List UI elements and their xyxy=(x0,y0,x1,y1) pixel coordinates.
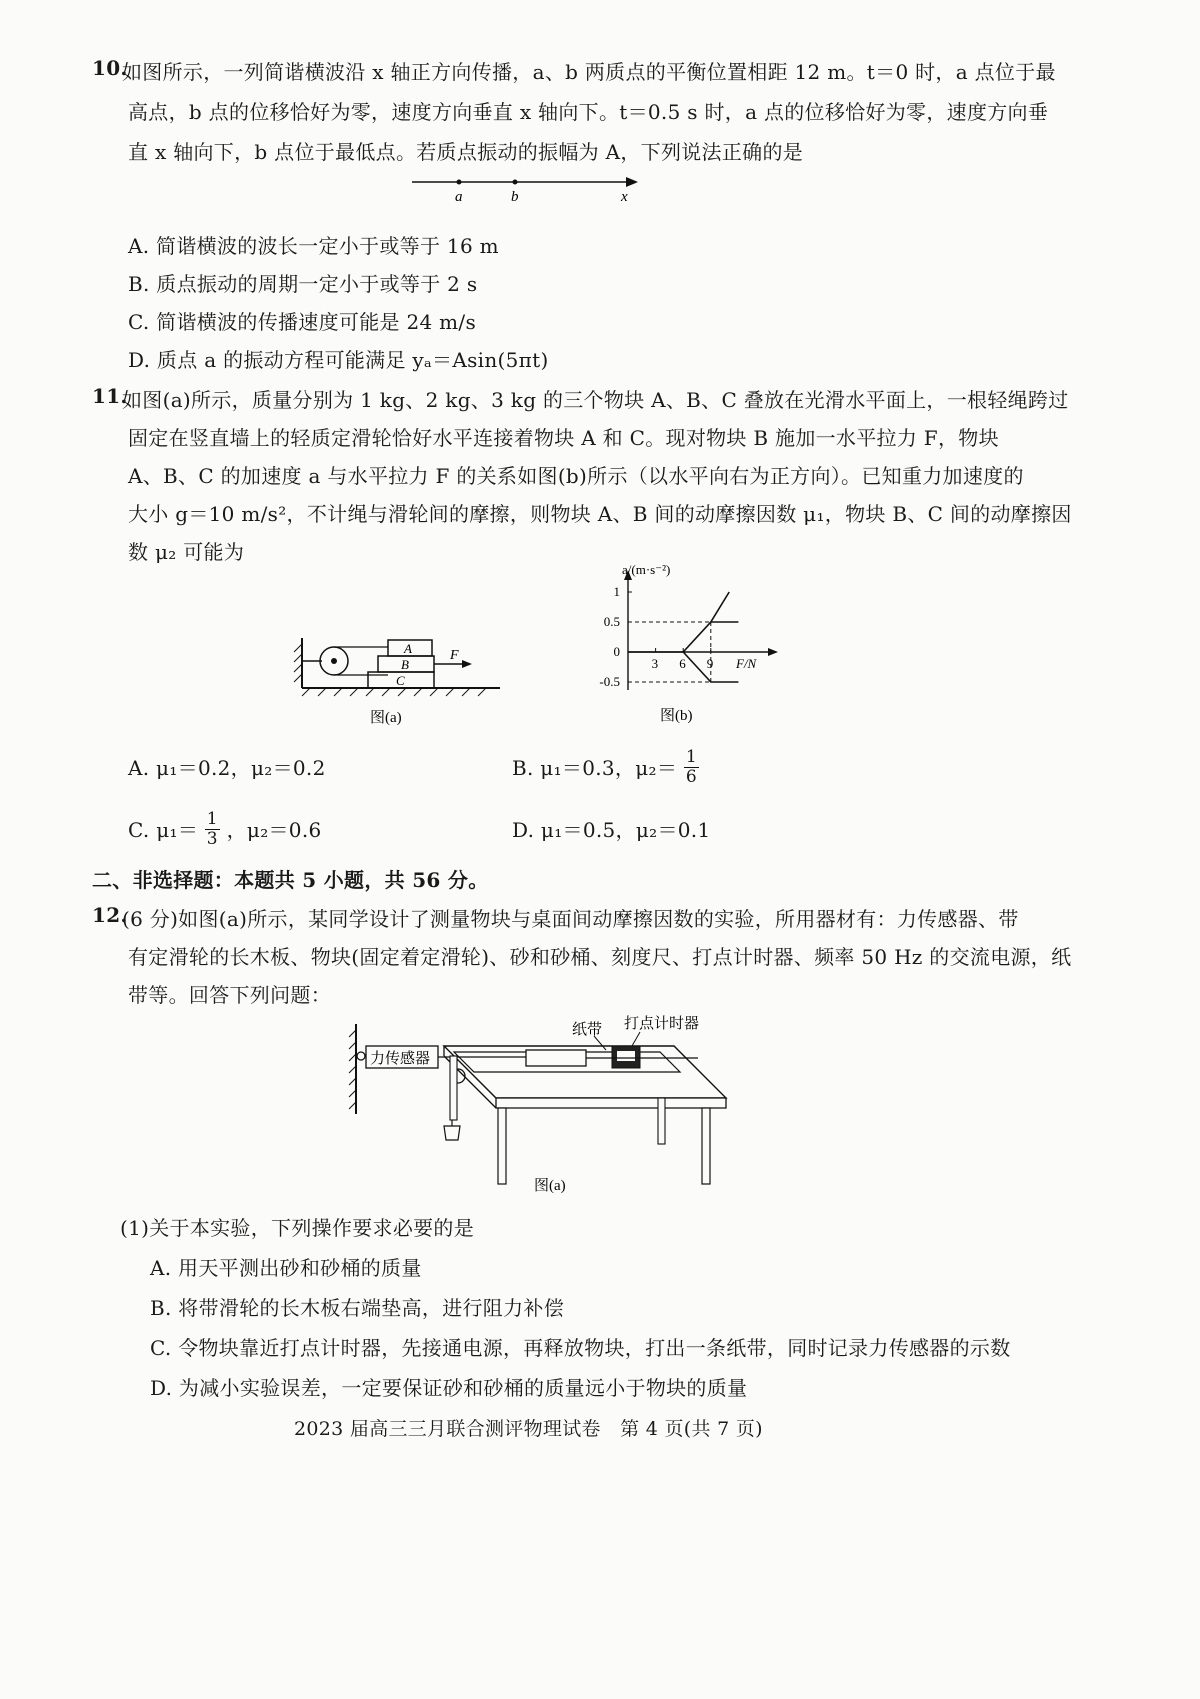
x-tick-label: 9 xyxy=(706,656,714,671)
table-leg-front-right xyxy=(702,1108,710,1184)
question-10-text-line3: 直 x 轴向下，b 点位于最低点。若质点振动的振幅为 A，下列说法正确的是 xyxy=(128,140,804,164)
tape-label: 纸带 xyxy=(572,1022,603,1038)
q11-option-d: D. μ₁＝0.5，μ₂＝0.1 xyxy=(512,818,711,842)
question-11-text-line1: 如图(a)所示，质量分别为 1 kg、2 kg、3 kg 的三个物块 A、B、C 叠放在光滑水平面上，一根轻绳跨过 xyxy=(122,388,1069,412)
point-a-marker xyxy=(457,180,462,185)
wave-axis-figure xyxy=(400,168,650,208)
q10-option-a: A. 简谐横波的波长一定小于或等于 16 m xyxy=(128,234,499,258)
timer-label: 打点计时器 xyxy=(624,1016,700,1032)
x-tick-label: 3 xyxy=(651,656,659,671)
block-b-label: B xyxy=(401,657,409,672)
section-2-heading: 二、非选择题：本题共 5 小题，共 56 分。 xyxy=(92,868,489,892)
y-tick-label: 1 xyxy=(613,584,620,599)
q11-option-b-denominator: 6 xyxy=(685,767,697,787)
question-10-number: 10. xyxy=(92,56,128,80)
q12-sub1-prompt: (1)关于本实验，下列操作要求必要的是 xyxy=(120,1216,475,1240)
y-tick-label: 0.5 xyxy=(603,614,620,629)
question-12-text-line1: (6 分)如图(a)所示，某同学设计了测量物块与桌面间动摩擦因数的实验，所用器材有：力传感器、带 xyxy=(122,907,1019,931)
q11-option-b-numerator: 1 xyxy=(685,747,697,767)
q12-option-c: C. 令物块靠近打点计时器，先接通电源，再释放物块，打出一条纸带，同时记录力传感器的示数 xyxy=(150,1336,1011,1360)
question-12-text-line2: 有定滑轮的长木板、物块(固定着定滑轮)、砂和砂桶、刻度尺、打点计时器、频率 50 Hz 的交流电源，纸 xyxy=(128,945,1072,969)
chart-caption: 图(b) xyxy=(660,708,693,724)
y-axis-label: a/(m·s⁻²) xyxy=(622,562,671,577)
question-11-text-line4: 大小 g＝10 m/s²，不计绳与滑轮间的摩擦，则物块 A、B 间的动摩擦因数 μ₁，物块 B、C 间的动摩擦因 xyxy=(128,502,1072,526)
slider-block xyxy=(526,1050,586,1066)
question-11-number: 11. xyxy=(92,384,128,408)
q10-option-d: D. 质点 a 的振动方程可能满足 yₐ＝Asin(5πt) xyxy=(128,348,549,372)
sand-bucket xyxy=(444,1126,460,1140)
table-leg-back-right xyxy=(658,1098,665,1144)
force-sensor-label: 力传感器 xyxy=(370,1051,431,1067)
y-tick-label: -0.5 xyxy=(599,674,620,689)
question-12-text-line3: 带等。回答下列问题： xyxy=(128,983,331,1007)
stacked-blocks-figure xyxy=(290,630,520,740)
acceleration-force-chart xyxy=(592,560,782,730)
q10-option-b: B. 质点振动的周期一定小于或等于 2 s xyxy=(128,272,478,296)
q11-option-c xyxy=(128,809,322,849)
force-label: F xyxy=(450,648,459,663)
q11-option-c-denominator: 3 xyxy=(206,829,218,849)
q12-option-a: A. 用天平测出砂和砂桶的质量 xyxy=(150,1256,422,1280)
q11-option-a: A. μ₁＝0.2，μ₂＝0.2 xyxy=(128,756,326,780)
question-10-text-line2: 高点，b 点的位移恰好为零，速度方向垂直 x 轴向下。t＝0.5 s 时，a 点的位移恰好为零，速度方向垂 xyxy=(128,100,1049,124)
q12-option-d: D. 为减小实验误差，一定要保证砂和砂桶的质量远小于物块的质量 xyxy=(150,1376,748,1400)
figure-12a-caption: 图(a) xyxy=(534,1178,566,1194)
timer-pointer xyxy=(632,1032,640,1046)
q10-option-c: C. 简谐横波的传播速度可能是 24 m/s xyxy=(128,310,477,334)
point-b-label: b xyxy=(511,189,519,205)
q11-option-c-text: C. μ₁＝ xyxy=(128,818,199,842)
y-tick-label: 0 xyxy=(613,644,620,659)
question-10-text-line1: 如图所示，一列简谐横波沿 x 轴正方向传播，a、b 两质点的平衡位置相距 12 m。t＝0 时，a 点位于最 xyxy=(122,60,1056,84)
friction-apparatus-figure xyxy=(340,1006,740,1198)
table-leg-back-left xyxy=(450,1056,457,1120)
page-footer: 2023 届高三三月联合测评物理试卷 第 4 页(共 7 页) xyxy=(294,1418,763,1440)
q11-option-c-suffix: ，μ₂＝0.6 xyxy=(226,818,322,842)
x-axis-label: x xyxy=(621,189,628,205)
figure-a-caption: 图(a) xyxy=(370,710,402,726)
q11-option-b-text: B. μ₁＝0.3，μ₂＝ xyxy=(512,756,678,780)
question-11-text-line3: A、B、C 的加速度 a 与水平拉力 F 的关系如图(b)所示（以水平向右为正方向）。已知重力加速度的 xyxy=(128,464,1024,488)
q11-option-c-numerator: 1 xyxy=(206,809,218,829)
question-12-number: 12. xyxy=(92,903,128,927)
point-a-label: a xyxy=(455,189,463,205)
x-axis-arrow xyxy=(768,648,778,656)
question-11-text-line2: 固定在竖直墙上的轻质定滑轮恰好水平连接着物块 A 和 C。现对物块 B 施加一水平拉力 F，物块 xyxy=(128,426,999,450)
q11-option-b xyxy=(512,747,699,787)
question-11-text-line5: 数 μ₂ 可能为 xyxy=(128,540,245,564)
block-a-label: A xyxy=(404,641,412,656)
table-leg-front-left xyxy=(498,1108,506,1184)
point-b-marker xyxy=(513,180,518,185)
x-tick-label: 6 xyxy=(679,656,686,671)
block-c-label: C xyxy=(396,673,405,688)
x-axis-label: F/N xyxy=(736,656,757,671)
q12-option-b: B. 将带滑轮的长木板右端垫高，进行阻力补偿 xyxy=(150,1296,565,1320)
